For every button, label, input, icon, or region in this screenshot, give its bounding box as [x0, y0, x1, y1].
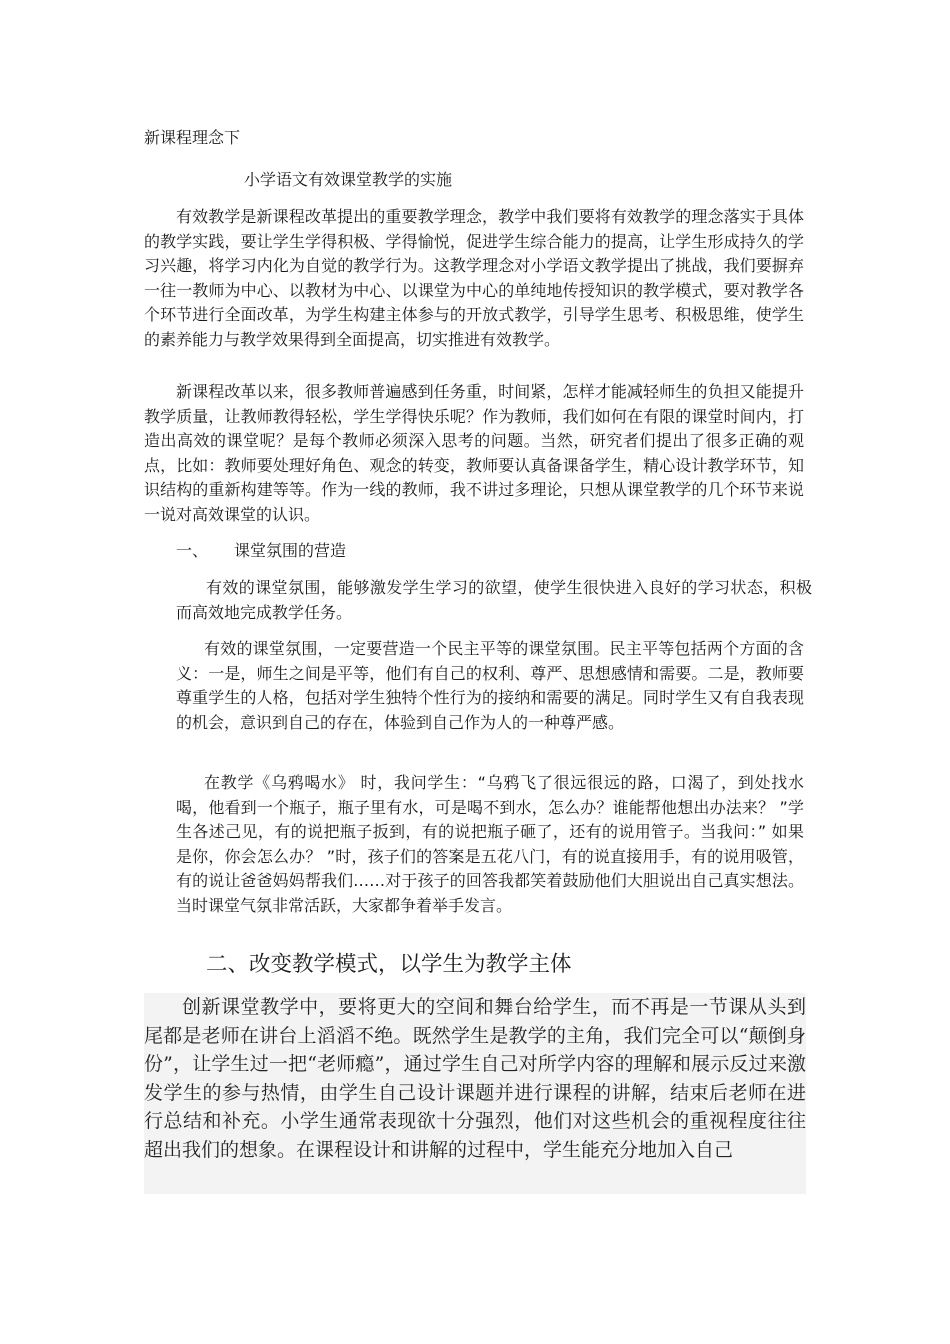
paragraph-intro-1: 有效教学是新课程改革提出的重要教学理念，教学中我们要将有效教学的理念落实于具体的教学实践，要让学生学得积极、学得愉悦，促进学生综合能力的提高，让学生形成持久的学习兴趣，将学习内化为自觉的教学行为。这教学理念对小学语文教学提出了挑战，我们要摒弃一往一教师为中心、以教材为中心、以课堂为中心的单纯地传授知识的教学模式，要对教学各个环节进行全面改革，为学生构建主体参与的开放式教学，引导学生思考、积极思维，使学生的素养能力与教学效果得到全面提高，切实推进有效教学。	[144, 207, 804, 349]
document-subtitle: 小学语文有效课堂教学的实施	[244, 170, 453, 189]
section-2-heading: 二、改变教学模式，以学生为教学主体	[206, 952, 572, 977]
paragraph-example: 在教学《乌鸦喝水》 时，我问学生：“乌鸦飞了很远很远的路，口渴了，到处找水喝，他看到一个瓶子，瓶子里有水，可是喝不到水，怎么办？谁能帮他想出办法来？ ”学生各述己见，有的说把瓶子扳到，有的说把瓶子砸了，还有的说用管子。当我问：” 如果是你，你会怎么办？ ”时，孩子们的答案是五花八门，有的说直接用手，有的说用吸管，有的说让爸爸妈妈帮我们……对于孩子的回答我都笑着鼓励他们大胆说出自己真实想法。当时课堂气氛非常活跃，大家都争着举手发言。	[176, 773, 804, 915]
paragraph-atmosphere-1: 有效的课堂氛围，能够激发学生学习的欲望，使学生很快进入良好的学习状态，积极而高效地完成教学任务。	[176, 578, 812, 622]
document-title: 新课程理念下	[144, 128, 241, 147]
section-1-number: 一、	[176, 541, 209, 560]
paragraph-intro-2: 新课程改革以来，很多教师普遍感到任务重，时间紧，怎样才能减轻师生的负担又能提升教学质量，让教师教得轻松，学生学得快乐呢？作为教师，我们如何在有限的课堂时间内，打造出高效的课堂呢？是每个教师必须深入思考的问题。当然，研究者们提出了很多正确的观点，比如：教师要处理好角色、观念的转变，教师要认真备课备学生，精心设计教学环节，知识结构的重新构建等等。作为一线的教师，我不讲过多理论，只想从课堂教学的几个环节来说一说对高效课堂的认识。	[144, 382, 804, 524]
paragraph-atmosphere-2: 有效的课堂氛围，一定要营造一个民主平等的课堂氛围。民主平等包括两个方面的含义：一是，师生之间是平等，他们有自己的权利、尊严、思想感情和需要。二是，教师要尊重学生的人格，包括对学生独特个性行为的接纳和需要的满足。同时学生又有自我表现的机会，意识到自己的存在，体验到自己作为人的一种尊严感。	[176, 639, 804, 732]
section-1-heading	[176, 540, 346, 562]
section-1-title: 课堂氛围的营造	[234, 541, 347, 560]
paragraph-teaching-mode: 创新课堂教学中，要将更大的空间和舞台给学生，而不再是一节课从头到尾都是老师在讲台上滔滔不绝。既然学生是教学的主角，我们完全可以“颠倒身份”，让学生过一把“老师瘾”，通过学生自己对所学内容的理解和展示反过来激发学生的参与热情，由学生自己设计课题并进行课程的讲解，结束后老师在进行总结和补充。小学生通常表现欲十分强烈，他们对这些机会的重视程度往往超出我们的想象。在课程设计和讲解的过程中，学生能充分地加入自己	[144, 993, 806, 1194]
